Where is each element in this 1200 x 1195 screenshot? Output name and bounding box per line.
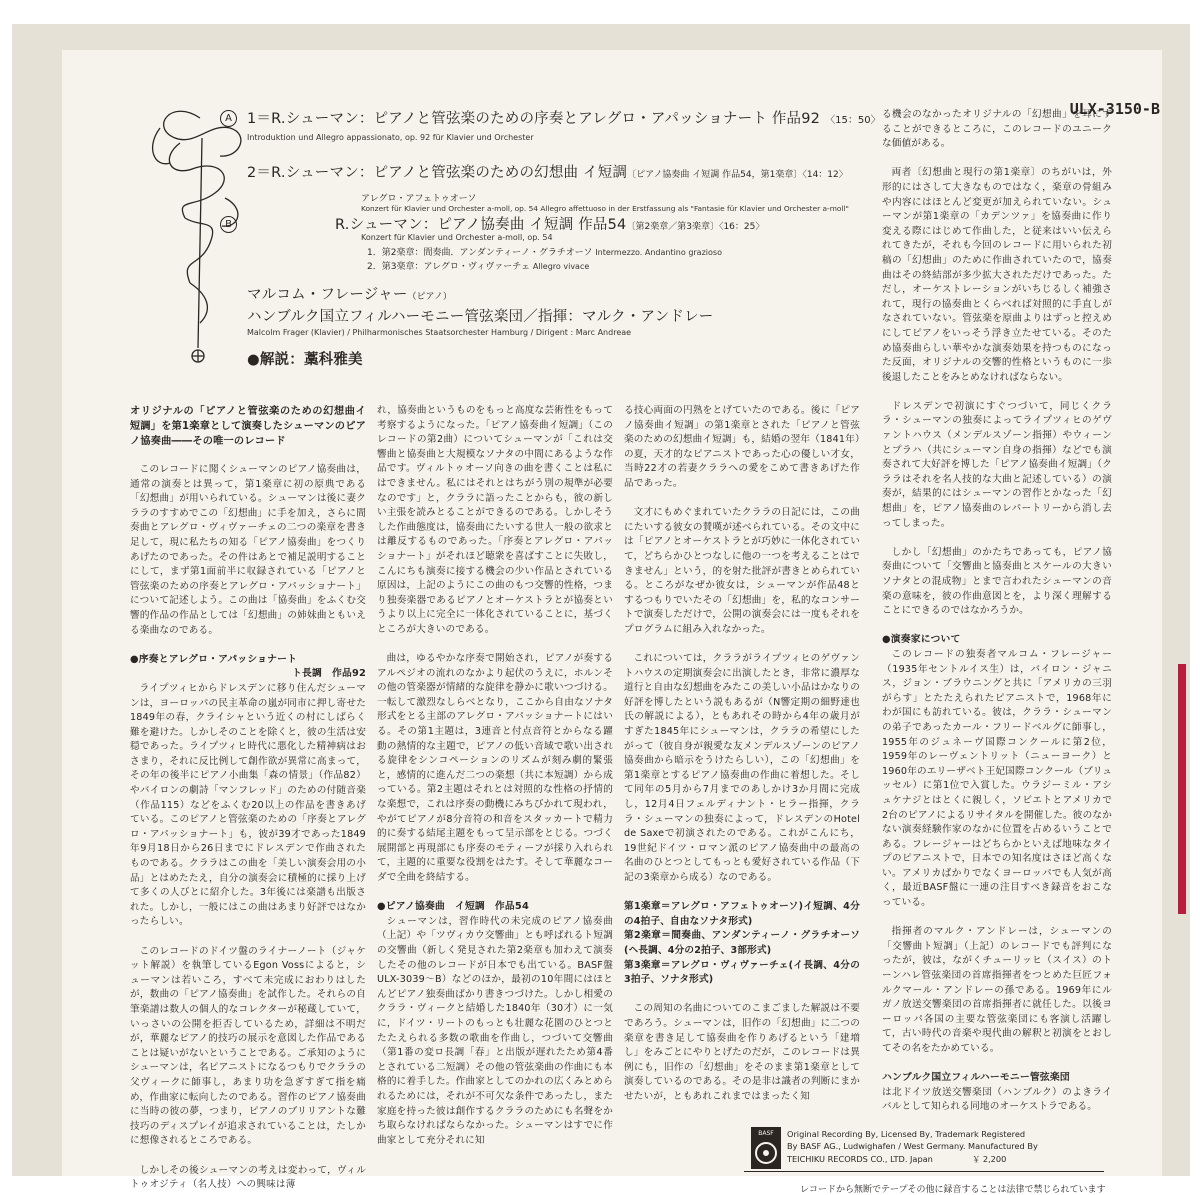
- track-b1-mov3-en: Allegro vivace: [532, 262, 590, 271]
- track-b1-mov3: [367, 259, 589, 272]
- notes-paragraph: 曲は，ゆるやかな序奏で開始され，ピアノが奏するアルペジオの流れのなかより起伏のうえに，ホルンその他の管楽器が情緒的な旋律を静かに歌いつづける。一転して激烈なしらべとなり，ここから自由なソナタ形式をとる主部のアレグロ・アパッショナートにはいる。その第1主題は，3連音と付点音符とからなる躍動の熱情的な主題で，ピアノの低い音域で歌い出される旋律をシンコペーションのリズムが刻み劇的緊張と，感情的に進んだ二つの楽想（共に本短調）から成っている。第2主題はそれとは対照的な性格の抒情的な楽想で，これは序奏の動機にみちびかれて現われ，やがてピアノが8分音符の和音をスタッカートで精力的に奏する結尾主題をもって呈示部をとじる。つづく展開部と再現部にも序奏のモティーフが採り入れられて，主題的に重要な役割をはたす。そして華麗なコーダで全曲を終結する。: [377, 653, 613, 883]
- section-heading-concerto: ●ピアノ協奏曲 イ短調 作品54: [377, 901, 529, 913]
- track-a1-title: 1＝R.シューマン：ピアノと管弦楽のための序奏とアレグロ・アパッショナート 作品92: [247, 111, 821, 127]
- notes-paragraph: この周知の名曲についてのこまごました解説は不要であろう。シューマンは，旧作の「幻想曲」に二つの楽章を書き足して協奏曲を作りあげるという「建増し」をみごとにやりとげたのだが，このレコードは異例にも，旧作の「幻想曲」をそのまま第1楽章として演奏しているのである。その是非は識者の判断にまかせたいが，ともあれこれまではまったく知: [624, 1003, 860, 1102]
- commentary-credit: ●解説：藁科雅美: [247, 352, 363, 368]
- movement-2: 第2楽章＝間奏曲、アンダンティーノ・グラチオーソ(ヘ長調、4分の2拍子、3部形式): [624, 930, 860, 956]
- notes-paragraph: ライプツィヒからドレスデンに移り住んだシューマンは，ヨーロッパの民主革命の嵐が同市に押し寄せた1849年の春，クライシャという近くの村にしばらく難を避けた。しかしそのことを除くと，彼の生活は安穏であった。ライプツィヒ時代に悪化した精神病はおさまり，それに反比例して創作欲が異常に高まって，その年の後半にピアノ小曲集「森の情景」（作品82）やバイロンの劇詩「マンフレッド」のための付随音楽（作品115）などをふくむ20以上の作品を書きあげている。このピアノと管弦楽のための「序奏とアレグロ・アパッショナート」も，彼が39才であった1849年9月18日から26日までにドレスデンで作曲されたものである。クララはこの曲を「美しい演奏会用の小品」とはめたたえ，自分の演奏会に積極的に採り上げて多くの人びとに紹介した。3年後には楽譜も出版された。しかし，一般にはこの曲はあまり好評ではなかったらしい。: [130, 682, 366, 928]
- track-a1-duration: 〈15：50〉: [825, 115, 881, 126]
- credits-line-3: [787, 1153, 1038, 1165]
- notes-column-1: [130, 404, 366, 1191]
- track-b1-mov2-en: Intermezzo. Andantino grazioso: [595, 248, 722, 257]
- track-b1-title: R.シューマン：ピアノ協奏曲 イ短調 作品54: [335, 217, 627, 233]
- movement-1: 第1楽章＝アレグロ・アフェトゥオーソ)イ短調、4分の4拍子、自由なソナタ形式): [624, 901, 860, 927]
- notes-column-4: [882, 108, 1112, 1120]
- notes-paragraph: 指揮者のマルク・アンドレーは，シューマンの「交響曲ト短調」（上記）のレコードでも評判になったが，彼は，ながくチューリッヒ（スイス）のトーンハレ管弦楽団の首席指揮者をつとめた巨匠フォルクマール・アンドレーの孫である。1969年にルガノ放送交響楽団の首席指揮者に就任した。以後ヨーロッパ各国の主要な管弦楽団にも客演し活躍して，古い時代の音楽や現代曲の解釈と初演をとおしてその名をたかめている。: [882, 926, 1112, 1054]
- track-b1-duration: 〈16：25〉: [718, 222, 765, 232]
- notes-paragraph: 両者〔幻想曲と現行の第1楽章〕のちがいは，外形的にはさして大きなものではなく，楽章の骨組みや内容にはほとんど変更が加えられていない。シューマンが第1楽章の「カデンツァ」を協奏曲に作り変える際にはじめて作曲した，と従来はいい伝えられてきたが，それも今回のレコードに用いられた初稿の「幻想曲」のために作曲されていたので，協奏曲はその終結部が多少拡大されただけであった。ただし，オーケストレーションがいちじるしく補強されて，現行の協奏曲とくらべれば対照的に手直しがなされていない。管弦楽を原曲よりはずっと控えめにしてピアノをいっそう浮き立たせている。そのため協奏曲らしい華やかな演奏効果を持つものになった反面，オリジナルの交響的性格というものに一歩後退したことをみとめなければならない。: [882, 167, 1112, 383]
- notes-paragraph: シューマンは，習作時代の未完成のピアノ協奏曲（上記）や「ツヴィカウ交響曲」とも呼ばれるト短調の交響曲（新しく発見された第2楽章も加わえて演奏したその他のレコードが日本でも出ている。BASF盤 ULX-3039～B）などのほか，最初の10年間にはほとんどピアノ独奏曲ばかり書きつづけた。しかし相愛のクララ・ヴィークと結婚した1840年（30才）に一気に，ドイツ・リートのもっとも壮麗な花園のひとつとたたえられる多数の歌曲を作曲し，つづいて交響曲（第1番の変ロ長調「春」と出版が遅れたため第4番とされている二短調）その他の管弦楽曲の作曲にも本格的に着手した。作曲家としてのかれの広くみとめられるためには，それが不可欠な条件であったし，また家庭を持った彼は創作するクララのためにも名聲をかち取らなければならなかった。シューマンはすでに作曲家として充分それに知: [377, 915, 613, 1146]
- track-a2: [247, 161, 848, 182]
- track-b1-mov2-jp: 1．第2楽章：間奏曲．アンダンティーノ・グラチオーソ: [367, 248, 593, 258]
- orchestra-line: ハンブルク国立フィルハーモニー管弦楽団／指揮：マルク・アンドレー: [247, 309, 714, 325]
- section-heading-performers: ●演奏家について: [882, 634, 961, 646]
- record-sleeve: [12, 24, 1190, 1195]
- credits: [787, 1128, 1038, 1165]
- red-edge-mark: [1178, 664, 1186, 914]
- pianist-line: [247, 283, 452, 304]
- notes-paragraph: ドレスデンで初演にすぐつづいて，同じくクララ・シューマンの独奏によってライプツィヒのゲヴァントハウス（メンデルスゾーン指揮）やウィーンとプラハ（共にシューマン自身の指揮）などでも演奏されて大好評を博した「ピアノ協奏曲イ短調」（クララはそれを名人技的な大曲と記述している）の演奏が，結果的にはシューマンの習作とかなった「幻想曲」を，ピアノ協奏曲のレパートリーから消し去ってしまった。: [882, 400, 1112, 529]
- track-b1: [220, 213, 764, 234]
- copyright-notice: レコードから無断でテープその他に録音することは法律で禁じられています: [800, 1185, 1106, 1195]
- notes-paragraph: 文才にもめぐまれていたクララの日記には，この曲にたいする彼女の賛嘆が述べられている。その文中には「ピアノとオーケストラとが巧妙に一体化されていて，どちらかひとつなしに他の一つを考えることはできません」という，的を射た批評が書きとめられている。ところがなぜか彼女は，シューマンが作品48とするつもりでいたその「幻想曲」を，私的なコンサートで演奏しただけで，公開の演奏会には一度もそれをプログラムに組み入れなかった。: [624, 507, 860, 635]
- notes-paragraph: このレコードの独奏者マルコム・フレージャー（1935年セントルイス生）は，バイロン・ジャニス，ジョン・ブラウニングと共に「アメリカの三羽がらす」とたたえられたピアニストで，1968年にわが国にも訪れている。彼は，クララ・シューマンの弟子であったカール・フリードベルグに師事し，1955年のジュネーヴ国際コンクールに第2位，1959年のレーヴェントリット（ニューヨーク）と1960年のエリーザベト王妃国際コンクール（ブリュッセル）に第1位で入賞した。ウラジーミル・アシュケナジとはとくに親しく，ソビエトとアメリカで2台のピアノによるリサイタルを開催した。彼のなかない演奏経験作家のなかに位置を占めるいうことである。フレージャーはどちらかといえば地味なタイプのピアニストで，日本での知名度はさほど高くない。アメリカばかりでなくヨーロッパでも人気が高く，最近BASF盤に一連の注目すべき録音をおこなっている。: [882, 648, 1112, 909]
- basf-logo: [751, 1127, 781, 1169]
- section-heading-introduction: ●序奏とアレグロ・アパッショナート: [130, 653, 298, 665]
- movement-list: [624, 900, 860, 988]
- catalog-number: ULX-3150-B: [1069, 100, 1160, 118]
- section-heading-orchestra: ハンブルク国立フィルハーモニー管弦楽団: [882, 1072, 1070, 1084]
- track-b1-mov2: [367, 245, 722, 258]
- credits-manufacturer: TEICHIKU RECORDS CO., LTD. Japan: [787, 1153, 933, 1164]
- track-a2-note: 〔ピアノ協奏曲 イ短調 作品54，第1楽章〕: [627, 170, 803, 180]
- notes-paragraph: る機会のなかったオリジナルの「幻想曲」を耳にすることができるところに，このレコードのユニークな価値がある。: [882, 109, 1112, 150]
- track-a2-subtitle-jp: アレグロ・アフェトゥオーソ: [361, 194, 477, 204]
- credits-line-2: By BASF AG., Ludwighafen / West Germany. Manufactured By: [787, 1141, 1038, 1152]
- basf-record-icon: [751, 1127, 781, 1169]
- ribbon-ornament-icon: [140, 98, 258, 378]
- track-a1: [220, 107, 881, 128]
- track-a2-duration: 〈14：12〉: [802, 170, 848, 180]
- liner-notes-panel: [62, 50, 1162, 1195]
- side-a-letter: A: [220, 110, 237, 127]
- notes-column-3: [624, 404, 860, 1104]
- track-b1-subtitle: Konzert für Klavier und Orchester a-moll, op. 54: [361, 233, 553, 242]
- side-b-letter: B: [220, 216, 237, 233]
- notes-paragraph: このレコードのドイツ盤のライナーノート（ジャケット解説）を執筆しているEgon Vossによると，シューマンは若いころ，すべて未完成におわりはしたが，数曲の「ピアノ協奏曲」を試作した。それらの自筆楽譜は数人の個人的なコレクターが秘蔵していて，いっさいの公開を拒否しているため，詳細は不明だが，華麗なピアノ的技巧の展示を意図した作品であることは疑いがないということである。ご承知のようにシューマンは，名ピアニストになるつもりでクララの父ヴィークに師事し，あまり功を急ぎすぎて指を痛め，作曲家に転向したのである。習作のピアノ協奏曲に当時の彼の夢，つまり，ピアノのブリリアントな難技巧のディスプレイが追求されていることは，たしかに想像されるところである。: [130, 945, 366, 1147]
- track-a1-subtitle: Introduktion und Allegro appassionato, op. 92 für Klavier und Orchester: [247, 133, 534, 142]
- track-b1-note: 〔第2楽章／第3楽章〕: [626, 222, 719, 232]
- notes-paragraph: は北ドイツ放送交響楽団（ハンブルク）のよきライバルとして知られる同地のオーケストラである。: [882, 1086, 1112, 1113]
- notes-headline: オリジナルの「ピアノと管弦楽のための幻想曲イ短調」を第1楽章として演奏したシューマンのピアノ協奏曲――その唯一のレコード: [130, 406, 366, 447]
- credits-divider: [744, 1171, 1104, 1172]
- notes-column-2: [377, 404, 613, 1146]
- section-subheading: ト長調 作品92: [291, 668, 366, 680]
- credits-line-1: Original Recording By, Licensed By, Trademark Registered: [787, 1129, 1026, 1139]
- notes-paragraph: これについては，クララがライプツィヒのゲヴァントハウスの定期演奏会に出演したとき，非常に濃厚な道行と自由な幻想曲をみたこの美しい小品はかなりの好評を博したという説もあるが（N響定期の細野達也氏の解説による），ともあれその時から4年の歳月がすぎた1845年にシューマンは，クララの希望にしたがって（彼自身が親愛な友メンデルスゾーンのピアノ協奏曲から暗示をうけたらしい），この「幻想曲」を第1楽章とするピアノ協奏曲の作曲に着想した。そして同年の5月から7月までのあしかけ3か月間に完成し，12月4日フェルディナント・ヒラー指揮，クララ・シューマンの独奏によって，ドレスデンのHotel de Saxeで初演されたのである。これがこんにち，19世紀ドイツ・ロマン派のピアノ協奏曲中の最高の名曲のひとつとしてもっとも愛好されている作品（下記の3楽章から成る）なのである。: [624, 653, 860, 883]
- notes-paragraph: このレコードに聞くシューマンのピアノ協奏曲は，通常の演奏とは異って，第1楽章に初の原典である「幻想曲」が用いられている。シューマンは後に妻クララのすすめでこの「幻想曲」に手を加え，さらに間奏曲とアレグロ・ヴィヴァーチェの二つの楽章を書き足して，現に私たちの知る「ピアノ協奏曲」をつくりあげたのであった。その件はあとで補足説明することにして，まず第1面前半に収録されている「ピアノと管弦楽のための序奏とアレグロ・アパッショナート」について記述しよう。この曲は「協奏曲」をふくむ交響的作品の作品としては「幻想曲」の姉妹曲ともいえる楽曲なのである。: [130, 464, 366, 636]
- performers-english: Malcolm Frager (Klavier) / Philharmonisches Staatsorchester Hamburg / Dirigent : Marc Andreae: [247, 328, 632, 337]
- movement-3: 第3楽章＝アレグロ・ヴィヴァーチェ(イ長調、4分の3拍子、ソナタ形式): [624, 959, 860, 986]
- notes-paragraph: る技心両面の円熟をとげていたのである。後に「ピアノ協奏曲イ短調」の第1楽章とされた「ピアノと管弦楽のための幻想曲イ短調」も，結婚の翌年（1841年）の夏，天才的なピアニストであった心の優しい才女，当時22才の若妻クララへの愛をこめて書きあげた作品であった。: [624, 405, 860, 489]
- notes-paragraph: しかしその後シューマンの考えは変わって，ヴィルトゥオジティ（名人技）への興味は薄: [130, 1164, 366, 1191]
- basf-logo-text: BASF: [758, 1130, 774, 1137]
- pianist-role: （ピアノ）: [407, 292, 452, 302]
- pianist-name: マルコム・フレージャー: [247, 287, 408, 303]
- notes-paragraph: しかし「幻想曲」のかたちであっても，ピアノ協奏曲について「交響曲と協奏曲とスケールの大きいソナタとの混成物」とまで言われたシューマンの音楽の意味を，彼の作曲意図とを，より深く理解することにできるのではなかろうか。: [882, 546, 1112, 617]
- track-b1-mov3-jp: 2．第3楽章：アレグロ・ヴィヴァーチェ: [367, 262, 531, 272]
- track-a2-title: 2＝R.シューマン：ピアノと管弦楽のための幻想曲 イ短調: [247, 165, 628, 181]
- notes-paragraph: れ，協奏曲というものをもっと高度な芸術性をもって考察するようになった。「ピアノ協奏曲イ短調」（このレコードの第2曲）についてシューマンが「これは交響曲と協奏曲と大規模なソナタの中間にあるような作品です。ヴィルトゥオーソ向きの曲を書くことは私にはできません。私にはそれとはちがう別の規準が必要なのです」と，クララに語ったことからも，彼の新しい主張を読みとることができるのである。しかしそうした作曲態度は，協奏曲にたいする世人一般の欲求とは離反するものであった。「序奏とアレグロ・アパッショナート」がそれほど聴衆を喜ばすことに失敗し，こんにちも演奏に接する機会の少い作品とされている原因は，上記のようにこの曲のもつ交響的性格，つまり独奏楽器であるピアノとオーケストラとが協奏というより以上に完全に一体化されていることに，基づくところが大きいのである。: [377, 405, 613, 635]
- track-a2-subtitle: Konzert für Klavier und Orchester a-moll, op. 54 Allegro affettuoso in der Erstfassung als "Fantasie für Klavier und Orchester a-moll": [361, 204, 849, 213]
- price: ￥ 2,200: [972, 1153, 1007, 1164]
